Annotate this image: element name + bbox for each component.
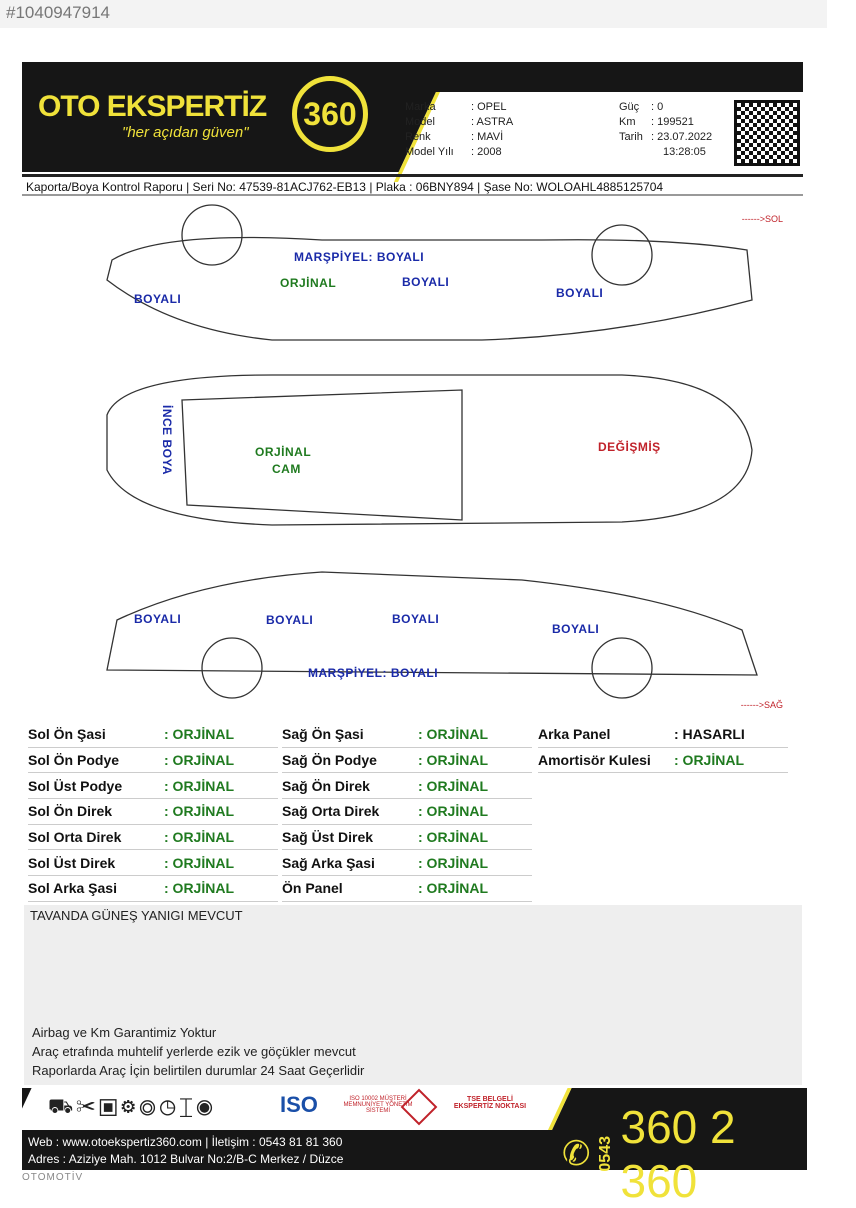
parts-column-middle: Sağ Ön Şasi : ORJİNAL Sağ Ön Podye : ORJİNAL Sağ Ön Direk : ORJİNAL Sağ Orta Direk : ORJİNAL Sağ Üst Direk : ORJİNAL Sağ Arka Şasi : ORJİNAL Ön Panel : ORJİNAL — [282, 722, 532, 902]
note-line: Airbag ve Km Garantimiz Yoktur — [32, 1025, 217, 1040]
tse-text: TSE BELGELİ EKSPERTİZ NOKTASI — [453, 1096, 527, 1110]
label-roof: ORJİNAL — [255, 445, 312, 459]
note-line: Araç etrafında muhtelif yerlerde ezik ve göçükler mevcut — [32, 1044, 356, 1059]
car-diagram — [22, 200, 803, 715]
logo-360: 360 — [292, 76, 368, 152]
label-right-sill: MARŞPİYEL: BOYALI — [308, 666, 439, 680]
iso-text: ISO 10002 MÜŞTERİ MEMNUNİYET YÖNETİM SİSTEMİ — [343, 1096, 413, 1114]
note-roof: TAVANDA GÜNEŞ YANIGI MEVCUT — [30, 908, 243, 923]
label-left-sill: MARŞPİYEL: BOYALI — [294, 250, 425, 264]
label-left-rear: BOYALI — [134, 292, 182, 306]
qr-code[interactable] — [734, 100, 800, 166]
label-left-front-door: ORJİNAL — [280, 276, 337, 290]
label-right-front-door: BOYALI — [392, 612, 440, 626]
address: Adres : Aziziye Mah. 1012 Bulvar No:2/B-C Merkez / Düzce — [28, 1152, 344, 1166]
website-contact[interactable]: Web : www.otoekspertiz360.com | İletişim : 0543 81 81 360 — [28, 1135, 343, 1149]
listing-id: #1040947914 — [0, 0, 827, 28]
label-hood: DEĞİŞMİŞ — [598, 440, 661, 454]
label-right-rear: BOYALI — [134, 612, 182, 626]
right-side-marker: ------>SAĞ — [740, 700, 783, 710]
service-icons: ⛟✂▣⚙◎◷⌶◉ — [48, 1096, 217, 1118]
label-right-front: BOYALI — [552, 622, 600, 636]
phone-number[interactable]: ✆ 0543 360 2 360 — [562, 1101, 736, 1207]
note-line: Raporlarda Araç İçin belirtilen durumlar 24 Saat Geçerlidir — [32, 1063, 365, 1078]
parts-column-right: Arka Panel : HASARLI Amortisör Kulesi : ORJİNAL — [538, 722, 788, 773]
label-left-rear-door: BOYALI — [402, 275, 450, 289]
phone-icon: ✆ — [562, 1135, 591, 1173]
iso-logo: ISO — [280, 1092, 318, 1117]
slogan: "her açıdan güven" — [122, 124, 249, 141]
notes-box — [24, 905, 802, 1085]
label-glass: CAM — [272, 462, 301, 476]
label-trunk: İNCE BOYA — [160, 405, 174, 476]
vehicle-info: Marka : OPEL Model : ASTRA Renk : MAVİ Model Yılı : 2008 — [405, 101, 514, 158]
left-side-marker: ------>SOL — [741, 214, 783, 224]
report-header — [22, 62, 803, 172]
label-right-rear-door: BOYALI — [266, 613, 314, 627]
label-left-front: BOYALI — [556, 286, 604, 300]
brand-logo: OTO EKSPERTİZ — [38, 90, 267, 123]
report-info: Güç : 0 Km : 199521 Tarih : 23.07.2022 13:28:05 — [619, 101, 713, 158]
report-subheader: Kaporta/Boya Kontrol Raporu | Seri No: 47539-81ACJ762-EB13 | Plaka : 06BNY894 | Şase No: WOLOAHL4885125704 — [22, 174, 803, 196]
parts-column-left: Sol Ön Şasi : ORJİNAL Sol Ön Podye : ORJİNAL Sol Üst Podye : ORJİNAL Sol Ön Direk : ORJİNAL Sol Orta Direk : ORJİNAL Sol Üst Direk : ORJİNAL Sol Arka Şasi : ORJİNAL — [28, 722, 278, 902]
watermark: OTOMOTİV — [22, 1172, 84, 1183]
